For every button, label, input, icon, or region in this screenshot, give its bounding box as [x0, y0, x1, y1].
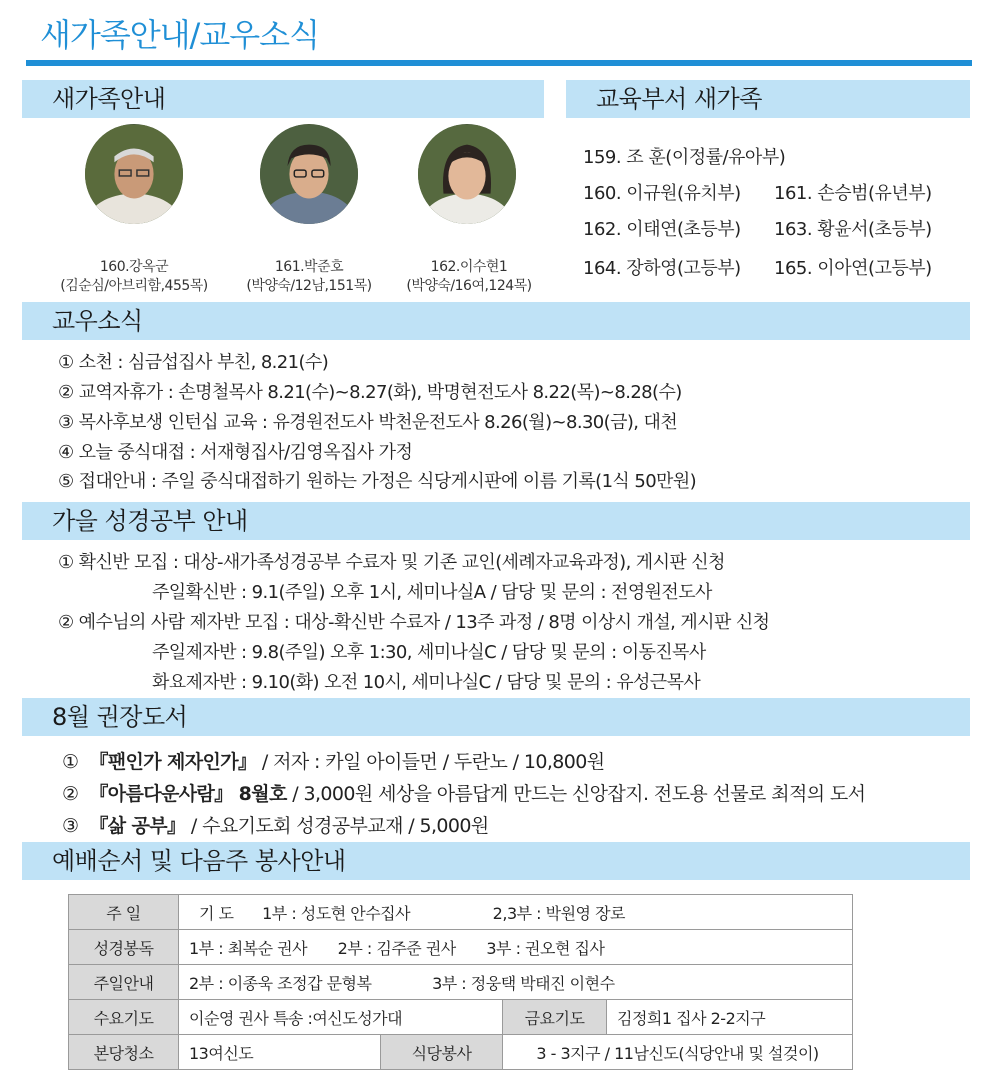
new-family-caption-1	[46, 258, 222, 296]
new-family-name-2: 161.박준호	[274, 259, 344, 275]
edu-new-family-item: 161. 손승범(유년부)	[774, 183, 932, 204]
section-header-new-family: 새가족안내	[22, 80, 544, 118]
service-guide-value	[179, 965, 853, 1000]
service-label-guide: 주일안내	[69, 965, 179, 1000]
book-item-2	[62, 779, 865, 806]
service-label-wednesday: 수요기도	[69, 1000, 179, 1035]
service-label-cleaning: 본당청소	[69, 1035, 179, 1070]
service-cleaning-value: 13여신도	[179, 1035, 381, 1070]
table-row	[69, 965, 853, 1000]
edu-new-family-item: 164. 장하영(고등부)	[583, 258, 741, 279]
book-item-3	[62, 811, 489, 838]
news-item: ④ 오늘 중식대접 : 서재형집사/김영옥집사 가정	[58, 442, 413, 463]
sunday-first-service: 1부 : 성도현 안수집사	[262, 903, 411, 923]
book-number: ③	[62, 815, 79, 837]
book-info: / 3,000원 세상을 아름답게 만드는 신앙잡지. 전도용 선물로 최적의 도서	[286, 783, 866, 805]
service-label-reading: 성경봉독	[69, 930, 179, 965]
news-item: ③ 목사후보생 인턴십 교육 : 유경원전도사 박천운전도사 8.26(월)~8.30(금), 대천	[58, 412, 678, 433]
service-wednesday-value: 이순영 권사 특송 :여신도성가대	[179, 1000, 503, 1035]
service-reading-value	[179, 930, 853, 965]
service-label-friday: 금요기도	[503, 1000, 607, 1035]
book-title: 『삶 공부』	[89, 815, 186, 837]
section-header-news: 교우소식	[22, 302, 970, 340]
edu-new-family-item: 159. 조 훈(이정률/유아부)	[583, 147, 786, 168]
section-header-bible-study: 가을 성경공부 안내	[22, 502, 970, 540]
section-header-books: 8월 권장도서	[22, 698, 970, 736]
bible-study-detail: 주일제자반 : 9.8(주일) 오후 1:30, 세미나실C / 담당 및 문의 : 이동진목사	[152, 642, 706, 663]
new-family-detail-2: (박양숙/12남,151목)	[246, 278, 372, 294]
table-row	[69, 1035, 853, 1070]
sunday-second-service: 2,3부 : 박원영 장로	[492, 903, 626, 923]
sunday-prayer-label: 기 도	[199, 903, 234, 923]
portrait-photo-3	[418, 124, 516, 224]
book-item-1	[62, 747, 605, 774]
new-family-photo-2	[260, 124, 358, 224]
edu-new-family-item: 162. 이태연(초등부)	[583, 219, 741, 240]
bible-study-item: ② 예수님의 사람 제자반 모집 : 대상-확신반 수료자 / 13주 과정 / 8명 이상시 개설, 게시판 신청	[58, 612, 770, 633]
service-table	[68, 894, 853, 1070]
bible-study-detail: 주일확신반 : 9.1(주일) 오후 1시, 세미나실A / 담당 및 문의 : 전영원전도사	[152, 582, 712, 603]
edu-new-family-item: 163. 황윤서(초등부)	[774, 219, 932, 240]
service-sunday-value	[179, 895, 853, 930]
table-row	[69, 930, 853, 965]
book-number: ②	[62, 783, 79, 805]
new-family-name-3: 162.이수현1	[430, 259, 508, 275]
table-row	[69, 895, 853, 930]
page-title: 새가족안내/교우소식	[40, 16, 319, 54]
new-family-caption-2	[232, 258, 386, 296]
new-family-name-1: 160.강옥군	[99, 259, 169, 275]
portrait-photo-2	[260, 124, 358, 224]
book-info: / 수요기도회 성경공부교재 / 5,000원	[185, 815, 489, 837]
edu-new-family-item: 160. 이규원(유치부)	[583, 183, 741, 204]
new-family-detail-1: (김순심/아브리함,455목)	[60, 278, 208, 294]
service-cafeteria-value: 3 - 3지구 / 11남신도(식당안내 및 설겆이)	[503, 1035, 853, 1070]
news-item: ② 교역자휴가 : 손명철목사 8.21(수)~8.27(화), 박명현전도사 8.22(목)~8.28(수)	[58, 382, 682, 403]
edu-new-family-item: 165. 이아연(고등부)	[774, 258, 932, 279]
bible-study-item: ① 확신반 모집 : 대상-새가족성경공부 수료자 및 기존 교인(세례자교육과정), 게시판 신청	[58, 552, 725, 573]
service-label-sunday: 주 일	[69, 895, 179, 930]
section-header-service: 예배순서 및 다음주 봉사안내	[22, 842, 970, 880]
reading-third: 3부 : 권오현 집사	[486, 938, 605, 958]
service-label-cafeteria: 식당봉사	[381, 1035, 503, 1070]
book-title: 『아름다운사람』 8월호	[89, 783, 287, 805]
guide-second: 2부 : 이종욱 조정갑 문형복	[189, 973, 372, 993]
title-divider	[26, 60, 972, 66]
book-title: 『팬인가 제자인가』	[89, 751, 257, 773]
portrait-photo-1	[85, 124, 183, 224]
table-row	[69, 1000, 853, 1035]
guide-third: 3부 : 정웅택 박태진 이현수	[432, 973, 615, 993]
service-friday-value: 김정희1 집사 2-2지구	[607, 1000, 853, 1035]
new-family-photo-1	[85, 124, 183, 224]
new-family-detail-3: (박양숙/16여,124목)	[406, 278, 532, 294]
reading-first: 1부 : 최복순 권사	[189, 938, 308, 958]
section-header-edu-new-family: 교육부서 새가족	[566, 80, 970, 118]
bible-study-detail: 화요제자반 : 9.10(화) 오전 10시, 세미나실C / 담당 및 문의 : 유성근목사	[152, 672, 701, 693]
new-family-caption-3	[392, 258, 546, 296]
new-family-photo-3	[418, 124, 516, 224]
news-item: ① 소천 : 심금섭집사 부친, 8.21(수)	[58, 352, 329, 373]
book-info: / 저자 : 카일 아이들먼 / 두란노 / 10,800원	[256, 751, 605, 773]
reading-second: 2부 : 김주준 권사	[337, 938, 456, 958]
news-item: ⑤ 접대안내 : 주일 중식대접하기 원하는 가정은 식당게시판에 이름 기록(1식 50만원)	[58, 471, 697, 492]
book-number: ①	[62, 751, 79, 773]
